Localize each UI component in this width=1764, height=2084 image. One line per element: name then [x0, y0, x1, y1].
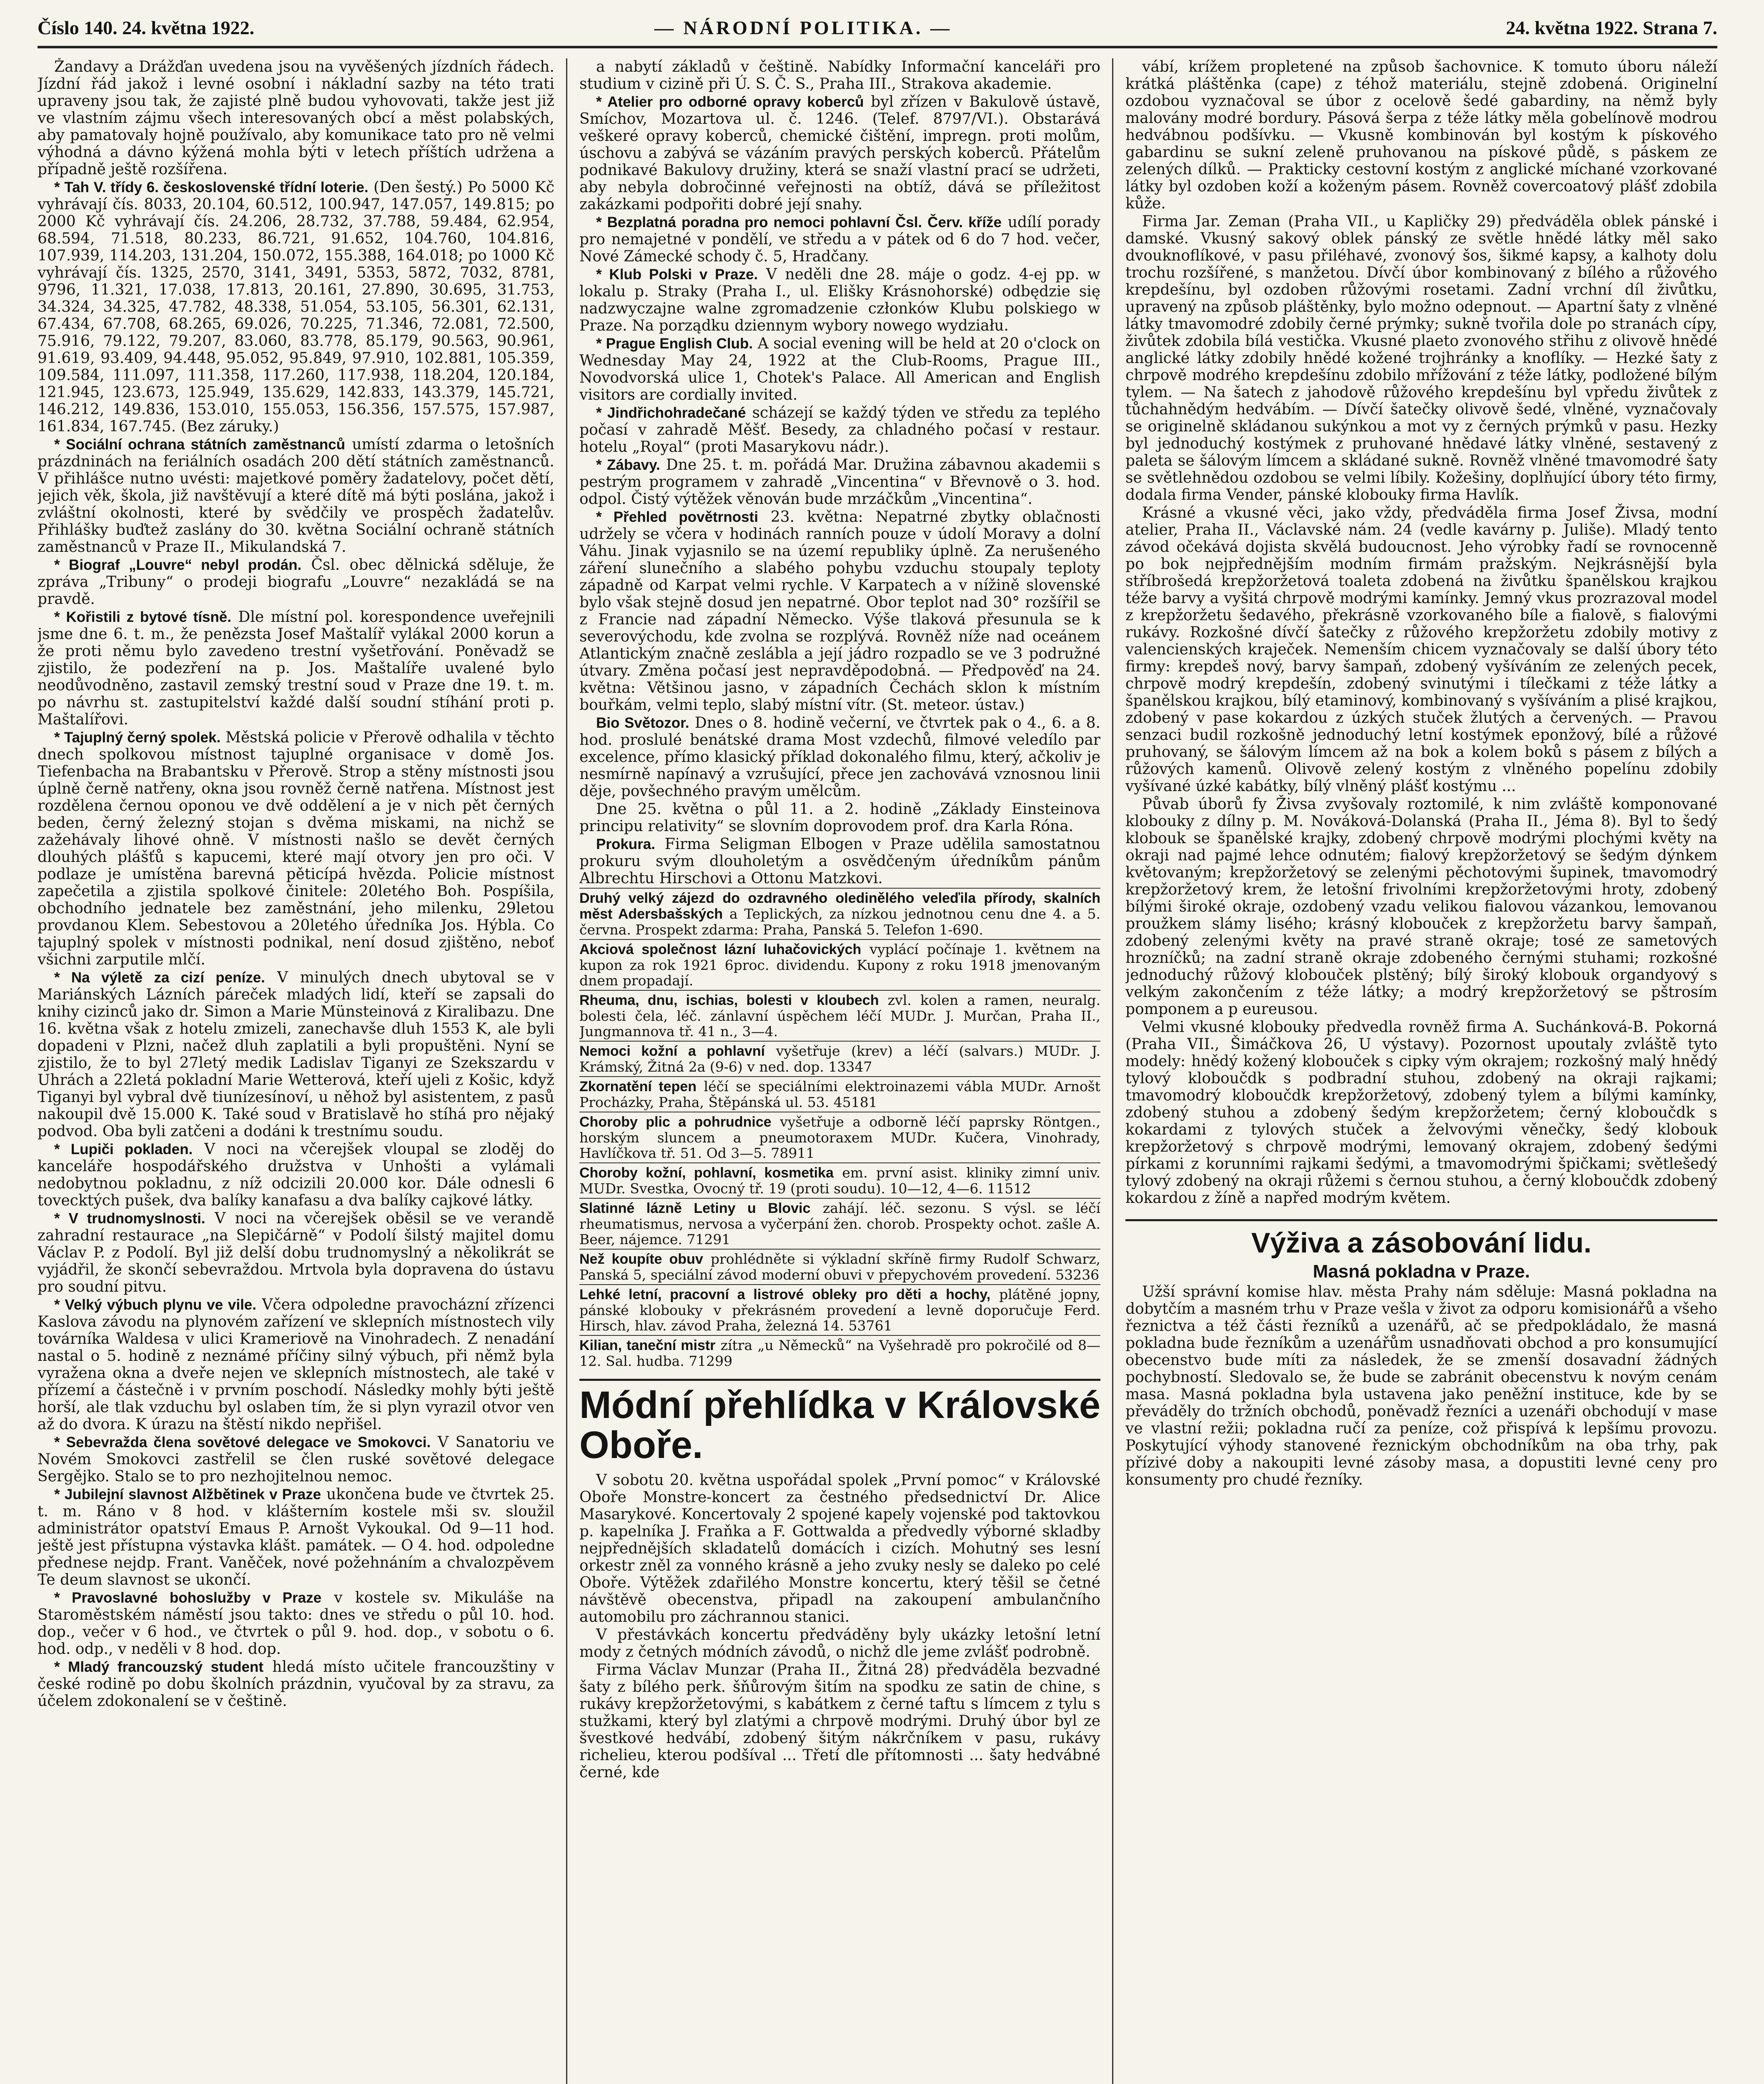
classified-ad	[579, 1249, 1100, 1284]
item-heading: Bio Světozor.	[596, 715, 689, 731]
news-item	[579, 58, 1100, 93]
item-text: V neděli dne 28. máje o godz. 4-ej pp. w lokalu p. Straky (Praha I., ul. Elišky Krásnohorské) odbędzie się nadzwyczajne walne zgromadzenie członków Klubu polskiego w Praze. Na porządku dziennym wybory nowego wydziału.	[579, 266, 1100, 334]
news-item	[38, 1210, 554, 1295]
item-text: V přestávkách koncertu předváděny byly ukázky letošní letní mody z četných módních závodů, o nichž dle jeme zvlášť podrobně.	[579, 1626, 1100, 1661]
item-heading: Druhý velký zájezd do ozdravného oledinělého veleďila přírody, skalních měst Adersbašských	[579, 890, 1100, 922]
item-text: V Sanatoriu ve Novém Smokovci zastřelil se člen ruské sovětové delegace Sergějko. Stalo se to pro nezhojitelnou nemoc.	[38, 1434, 554, 1485]
newspaper-page	[38, 17, 1717, 2084]
item-heading: * Jubilejní slavnost Alžbětinek v Praze	[54, 1486, 321, 1503]
item-text: zvl. kolen a ramen, neuralg. bolesti čela, léč. zánlavní úspěchem léčí MUDr. J. Murčan, Praha II., Jungmannova tř. 41 n., 3—4.	[579, 992, 1100, 1039]
item-text: V sobotu 20. května uspořádal spolek „První pomoc“ v Královské Oboře Monstre-koncert za čestného předsednictví Dr. Alice Masarykové. Koncertovaly 2 spojené kapely vojenské pod taktovkou p. kapelníka J. Fraňka a F. Gottwalda a předvedly výborné skladby nejpřednějších skladatelů domácích i cizích. Mohutný ses lesní orkestr zněl za vonného krásně a jeho zvuky nesly se daleko po celé Oboře. Výtěžek zdařilého Monstre koncertu, který těšil se četné návštěvě obecenstva, připadl na zakoupení ambulančního automobilu pro záchrannou stanici.	[579, 1472, 1100, 1626]
classified-ad	[579, 1076, 1100, 1112]
classified-ad	[579, 1198, 1100, 1249]
item-text: a nabytí základů v češtině. Nabídky Informační kanceláři pro studium v cizině při Ú. S. Č. S., Praha III., Strakova akademie.	[579, 58, 1100, 93]
item-text: Dle místní pol. korespondence uveřejnili jsme dne 6. t. m., že penězsta Josef Maštalíř vylákal 2000 korun a že proti němu bylo zavedeno trestní vyšetřování. Poněvadž se zjistilo, že podezření na p. Jos. Maštalíře uvalené bylo neodůvodněno, zastavil zemský trestní soud v Praze dne 19. t. m. po návrhu st. zastupitelství každé další soudní stíhání proti p. Maštalířovi.	[38, 609, 554, 728]
item-text: em. první asist. kliniky zimní univ. MUDr. Svestka, Ovocný tř. 19 (proti soudu). 10—12, 4—6. 11512	[579, 1165, 1100, 1197]
news-item	[579, 266, 1100, 334]
item-heading: Choroby kožní, pohlavní, kosmetika	[579, 1165, 834, 1181]
item-heading: * Zábavy.	[596, 457, 660, 473]
classified-ad	[579, 939, 1100, 990]
news-item	[38, 1141, 554, 1209]
column-divider	[1112, 58, 1113, 2084]
news-item	[38, 1296, 554, 1433]
news-item	[38, 556, 554, 608]
item-heading: * Sociální ochrana státních zaměstnanců	[54, 436, 346, 453]
news-item	[1125, 1283, 1717, 1488]
item-heading: * Bezplatná poradna pro nemoci pohlavní Čsl. Červ. kříže	[596, 214, 1002, 230]
news-item	[38, 1486, 554, 1588]
item-heading: Kilian, taneční mistr	[579, 1338, 716, 1353]
news-item	[38, 179, 554, 435]
news-item	[38, 1434, 554, 1485]
classified-ad	[579, 1284, 1100, 1335]
news-item	[1125, 213, 1717, 503]
item-heading: * Prague English Club.	[596, 336, 753, 352]
item-heading: Zkornatění tepen	[579, 1079, 697, 1095]
news-item	[579, 836, 1100, 887]
item-heading: * Kořistili z bytové tísně.	[54, 609, 231, 625]
item-text: léčí se speciálními elektroinazemi vábla MUDr. Arnošt Procházky, Praha, Štěpánská ul. 53. 45181	[579, 1078, 1100, 1110]
news-item	[579, 1472, 1100, 1626]
item-heading: * Biograf „Louvre“ nebyl prodán.	[54, 557, 302, 573]
section-subheadline: Masná pokladna v Praze.	[1313, 1261, 1530, 1282]
classified-ad	[579, 1335, 1100, 1370]
item-text: Čsl. obec dělnická sděluje, že zpráva „Tribuny“ o prodeji biografu „Louvre“ nezakládá se na pravdě.	[38, 556, 554, 608]
item-text: Firma Seligman Elbogen v Praze udělila samostatnou prokuru svým dlouholetým a osvědčeným úředníkům pánům Albrechtu Hirschovi a Ottonu Matzkovi.	[579, 836, 1100, 887]
news-item	[579, 404, 1100, 456]
item-heading: * Velký výbuch plynu ve vile.	[54, 1297, 256, 1313]
item-text: ukončena bude ve čtvrtek 25. t. m. Ráno v 8 hod. v klášterním kostele mši sv. sloužil administrátor opatství Emaus P. Arnošt Vykoukal. Od 9—11 hod. ještě jest přístupna výstavka klášt. památek. — O 4. hod. odpoledne přednese nejdp. Frant. Vaněček, nové požehnáním a chvalozpěvem Te deum slavnost se ukončí.	[38, 1486, 554, 1588]
item-text: Půvab úborů fy Živsa zvyšovaly roztomilé, k nim zvláště komponované klobouky z dílny p. M. Nováková-Dolanská (Praha II., Jéma 8). Byl to šedý klobouk se španělské krajky, zdobený chrpově modrými plochými květy na okraji nad pajmé lehce odnutém; fialový krepžoržetový se šedým dýnkem květovaným; krepžoržetový se zelenými pěchotovými šupinek, tmavomodrý krepžoržetový krem, že letošní frivolními krepžoržetovými hroty, zdobený bílými široké okraje, ozdobený vzadu velikou fialovou vázankou, lemovanou proužkem slámy lisého; krásný klobouček z krepžoržetu barvy šampaň, zdobený zelenými květy na pravé straně okraje; tosé ze sametových hrozníčků; na zadní straně okraje zdobeného černými stuhami; rozkošné jednoduchý růžový klobouček plstěný; bílý široký klobouk organdyový s velkým zakončením z téže látky; a modrý krepžoržetový se pštrosím pomponem a p eureusou.	[1125, 796, 1717, 1018]
item-heading: Slatinné lázně Letiny u Blovic	[579, 1200, 811, 1216]
column-3	[1125, 58, 1717, 2084]
news-item	[1125, 504, 1717, 795]
item-text: scházejí se každý týden ve středu za teplého počasí v zahradě Měšť. Besedy, za chladného počasí v restaur. hotelu „Royal“ (proti Masarykovu nádr.).	[579, 404, 1100, 456]
news-item	[38, 969, 554, 1140]
item-heading: * Lupiči pokladen.	[54, 1141, 193, 1157]
news-item	[38, 729, 554, 968]
news-item	[579, 801, 1100, 835]
item-text: a Teplických, za nízkou jednotnou cenu dne 4. a 5. června. Prospekt zdarma: Praha, Panská 5. Telefon 1-690.	[579, 906, 1100, 938]
news-item	[579, 214, 1100, 265]
item-text: 23. května: Nepatrné zbytky oblačnosti udržely se včera v hodinách ranních pouze v údolí Moravy a dolní Váhu. Jinak vyjasnilo se na území republiky úplně. Za nerušeného záření slunečního a slabého pohybu vzduchu stoupaly teploty západně od Karpat velmi rychle. V Karpatech a v nížině slovenské bylo však stejně dosud jen nepatrné. Obor teplot nad 30° rozšířil se z Francie nad západní Německo. Výše tlaková přesunula se k severovýchodu, kde zvolna se rozplývá. Rovněž níže nad oceánem Atlantickým značně zeslábla a její jádro rozpadlo se ve 3 podružné útvary. Změna počasí jest nepravděpodobná. — Předpověď na 24. května: Většinou jasno, v západních Čechách sklon k místním bouřkám, velmi teplo, slabý místní vítr. (St. meteor. ústav.)	[579, 508, 1100, 714]
news-item	[579, 714, 1100, 800]
item-text: hledá místo učitele francouzštiny v české rodině po dobu školních prázdnin, vyučoval by za stravu, za účelem zdokonalení se v češtině.	[38, 1658, 554, 1710]
item-text: (Den šestý.) Po 5000 Kč vyhrávají čís. 8033, 20.104, 60.512, 100.947, 147.057, 149.815; po 2000 Kč vyhrávají čís. 24.206, 28.732, 37.788, 59.484, 62.954, 68.594, 71.518, 80.233, 86.721, 91.652, 104.760, 104.816, 107.939, 114.203, 131.204, 150.072, 155.388, 164.018; po 1000 Kč vyhrávají čís. 1325, 2570, 3141, 3491, 5353, 5872, 7032, 8781, 9796, 11.321, 17.038, 17.813, 20.161, 27.890, 30.695, 31.753, 34.324, 34.325, 47.782, 48.338, 51.054, 53.105, 56.301, 62.131, 67.434, 67.708, 68.265, 69.026, 70.225, 71.346, 72.081, 72.500, 75.916, 79.122, 79.207, 83.060, 83.778, 85.179, 90.563, 90.961, 91.619, 93.409, 94.448, 95.052, 95.849, 97.910, 102.881, 105.359, 109.584, 111.097, 111.358, 117.260, 117.938, 118.204, 120.184, 121.945, 123.673, 125.949, 135.629, 142.833, 143.379, 145.721, 146.212, 149.836, 153.010, 155.053, 156.356, 157.575, 157.987, 161.834, 167.745. (Bez záruky.)	[38, 179, 554, 435]
item-heading: * Jindřichohradečané	[596, 405, 746, 421]
item-text: Velmi vkusné klobouky předvedla rovněž firma A. Suchánková-B. Pokorná (Praha VII., Šimáčkova 26, U výstavy). Pozornost upoutaly zvláště tyto modely: hnědý kožený klobouček s cipky vým okrajem; rozkošný malý hnědý tylový kloboučdk s podbradní stuhou, zdobený na okraji rajkami; tmavomodrý kloboučdk krepžoržetový, zdobený tylem a bílými kamínky, zdobený stuhou a zdobený šedým krepžoržetem; černý kloboučdk s kokardami z tylových stuček a želvovými věnečky, šedý klobouk krepžoržetový s chrpově modrými, lemovaný okrajem, zdobený šedými pírkami z korunními rajkami šedými, a tmavomodrými špičkami; světlešedý tylový zdobený na okraji růžemi s černou stuhou, a černý kloboučdk zdobený kokardou z žíně a napřed modrým květem.	[1125, 1019, 1717, 1207]
item-heading: * V trudnomyslnosti.	[54, 1210, 205, 1227]
item-text: Městská policie v Přerově odhalila v těchto dnech spolkovou místnost tajuplné organisace v domě Jos. Tiefenbacha na Brabantsku v Přerově. Strop a stěny místnosti jsou úplně černě natřeny, okna jsou rovněž černě natřena. Místnost jest rozdělena černou oponou ve dvě oddělení a je v nich pět černých beden, černý železný stojan s dvěma miskami, na nichž se zažehávaly lihové ohně. V místnosti našlo se devět černých dlouhých plášťů s kapucemi, které mají otvory jen pro oči. V podlaze je umístěna barevná pěticípá hvězda. Policie místnost zapečetila a zjistila spolkové činitele: 20letého Boh. Pospíšila, obchodního jednatele bez zaměstnání, jeho milenku, 29letou provdanou Klem. Sebestovou a 20letého úředníka Jos. Hýbla. Co tajuplný spolek v místnosti podnikal, není dosud zjištěno, neboť všichni zarputile mlčí.	[38, 729, 554, 968]
news-item	[38, 436, 554, 556]
item-text: V minulých dnech ubytoval se v Mariánských Lázních páreček mladých lidí, kteří se zapsali do knihy cizinců jako dr. Simon a Marie Münsteinová z Kiralibazu. Dne 16. května však z hotelu zmizeli, zanechavše dluh 1553 K, ale byli dopadeni v Plzni, načež dluh zaplatili a byli propuštěni. Nyní se zjistilo, že to byl 27letý medik Ladislav Tiganyi ze Szekszardu v Uhrách a 22letá pokladní Marie Wetterová, kteří ujeli z Košic, když Tiganyi byl vybral dvě tiunízesínoví, u něhož byl asistentem, z pasů nakoupil dvě 15.000 K. Také soud v Bratislavě ho stíhá pro nějaký podvod. Oba byli zatčeni a dodáni k trestnímu soudu.	[38, 969, 554, 1140]
classified-ad	[579, 990, 1100, 1041]
section-headline: Výživa a zásobování lidu.	[1125, 1219, 1717, 1259]
news-item	[579, 508, 1100, 714]
item-heading: * Tah V. třídy 6. československé třídní loterie.	[54, 179, 368, 195]
item-heading: * Mladý francouzský student	[54, 1659, 264, 1675]
item-text: V noci na včerejšek oběsil se ve verandě zahradní restaurace „na Slepičárně“ v Podolí šilstý majitel domu Václav P. z Podolí. Byl již delší dobu trudnomyslný a několikrát se vyjádřil, že skončí sebevraždou. Mrtvola byla dopravena do ústavu pro soudní pitvu.	[38, 1210, 554, 1295]
item-heading: Choroby plic a pohrudnice	[579, 1114, 772, 1130]
item-text: plátěné jopny, pánské klobouky v překrásném provedení a levně doporučuje Ferd. Hirsch, hlav. závod Praha, železná 14. 53761	[579, 1286, 1100, 1334]
item-text: vábí, krížem propletené na způsob šachovnice. K tomuto úboru náleží krátká pláštěnka (cape) z téhož materiálu, stejně zdobená. Originelní ozdobou vyznačoval se úbor z ocelově šedé gabardiny, na němž byly malovány modré bordury. Pásová šerpa z téže látky měla gobelínově modrou hedvábnou podšívku. — Vkusně kombinován byl kostým k pískového gabardinu se sukní zeleně pruhovanou na pískové půdě, s páskem ze zelených dílků. — Prakticky cestovní kostým z anglické míchané vzorkované látky byl ozdoben koží a koženým pásem. Rovněž covercoatový plášť zdobila kůže.	[1125, 58, 1717, 212]
item-heading: Než koupíte obuv	[579, 1251, 703, 1267]
news-item	[1125, 58, 1717, 212]
news-item	[579, 456, 1100, 508]
item-text: Žandavy a Drážďan uvedena jsou na vyvěšených jízdních řádech. Jízdní řád jakož i levné osobní i nákladní sazby na této trati upraveny jsou tak, že zajisté plně budou vyhovovati, takže jest již ve vlastním zájmu všech interesovaných obcí a měst polabských, aby pamatovaly hojně používalo, aby komunikace tato pro ně velmi výhodná a dávno kýžená mohla býti v letech příštích udržena a případně ještě rozšířena.	[38, 58, 554, 178]
item-text: Firma Václav Munzar (Praha II., Žitná 28) předváděla bezvadné šaty z bílého perk. šňůrovým šitím na spodku ze satin de chine, s rukávy krepžoržetovými, s kabátkem z černé taftu s límcem z tylu s stužkami, který byl zlatými a chrpově modrými. Druhý úbor byl ze švestkové hedvábí, zdobený šitým nákrčníkem v pasu, rukávy richelieu, kterou podšíval ... Třetí dle přítomnosti ... šaty hedvábné černé, kde	[579, 1661, 1100, 1781]
news-item	[1125, 1019, 1717, 1207]
news-item	[579, 1626, 1100, 1661]
item-text: vyplácí počínaje 1. květnem na kupon za rok 1921 6proc. dividendu. Kupony z roku 1918 jmenovaným dnem propadají.	[579, 941, 1100, 989]
item-heading: Akciová společnost lázní luhačovických	[579, 942, 862, 957]
classified-ad	[579, 888, 1100, 939]
item-heading: * Přehled povětrnosti	[596, 509, 758, 525]
column-2	[579, 58, 1100, 2084]
item-text: udílí porady pro nemajetné v pondělí, ve středu a v pátek od 6 do 7 hod. večer, Nové Zámecké schody č. 5, Hradčany.	[579, 214, 1100, 265]
news-item	[38, 1658, 554, 1710]
item-text: byl zřízen v Bakulově ústavě, Smíchov, Mozartova ul. č. 1246. (Telef. 8797/VI.). Obstarává veškeré opravy koberců, chemické čištění, impregn. proti molům, úschovu a zabývá se vázáním pravých perských koberců. Přátelům podnikavé Bakulovy družiny, která se snaží vlastní prací se udržeti, aby nebyla dobročinné veřejnosti na obtíž, dává se příležitost zakázkami podpořiti dobré její snahy.	[579, 93, 1100, 213]
news-item	[1125, 796, 1717, 1018]
issue-date-page: 24. května 1922. Strana 7.	[1506, 17, 1717, 38]
item-heading: Prokura.	[596, 836, 655, 852]
item-text: Dnes o 8. hodině večerní, ve čtvrtek pak o 4., 6. a 8. hod. proslulé benátské drama Most vzdechů, filmové veledílo par excelence, přímo klasický příklad dokonalého filmu, který, ačkoliv je nesmírně napínavý a vzrušující, přece jen zachovává vznosnou linii děje, povšechného pravým umělcům.	[579, 714, 1100, 800]
item-heading: Rheuma, dnu, ischias, bolesti v kloubech	[579, 992, 879, 1008]
news-item	[38, 1589, 554, 1658]
masthead-title: — NÁRODNÍ POLITIKA. —	[654, 17, 952, 38]
classified-ad	[579, 1162, 1100, 1198]
news-item	[579, 335, 1100, 403]
item-text: Užší správní komise hlav. města Prahy nám sděluje: Masná pokladna na dobytčím a masném trhu v Praze vešla v život za odporu komisionářů a všeho řeznictva a též části řezníků a uzenářů, ač se předpokládalo, že masná pokladna bude řezníkům a uzenářům usnadňovati obchod a pro konsumující obecenstvo bude míti za následek, že se zmenší dosavadní žádných pochybností. Sledovalo se, že bude se zabránit obecenstvu k novým cenám masa. Masná pokladna byla ustavena jako peněžní instituce, kde by se převáděly do tržních obchodů, poněvadž řezníci a uzenáři obchodují v mase ve vlastní režii; pokladna ručí za peníze, což přispívá k lepšímu provozu. Poskytující výhody stanovené řeznickým obchodníkům na oba trhy, pak přízivé doby a nakoupiti levné zásoby masa, a dopustiti levné ceny pro konsumenty pro chudé řezníky.	[1125, 1283, 1717, 1488]
news-item	[579, 93, 1100, 213]
item-text: Dne 25. t. m. pořádá Mar. Družina zábavnou akademii s pestrým programem v zahradě „Vincentina“ v Břevnově o 3. hod. odpol. Čistý výtěžek věnován bude mrzáčkům „Vincentina“.	[579, 456, 1100, 508]
item-text: prohlédněte si výkladní skříně firmy Rudolf Schwarz, Panská 5, speciální závod moderní obuvi v přepychovém provedení. 53236	[579, 1251, 1100, 1283]
item-heading: Nemoci kožní a pohlavní	[579, 1043, 765, 1059]
item-text: zítra „u Německů“ na Vyšehradě pro pokročilé od 8—12. Sal. hudba. 71299	[579, 1337, 1100, 1369]
item-heading: * Tajuplný černý spolek.	[54, 729, 221, 746]
item-heading: * Klub Polski v Praze.	[596, 266, 758, 283]
classified-ad	[579, 1041, 1100, 1076]
item-text: zahájí. léč. sezonu. S výsl. se léčí rheumatismus, nervosa a vyčerpání žen. chorob. Prospekty ochot. zašle A. Beer, nájemce. 71291	[579, 1200, 1100, 1247]
item-text: Firma Jar. Zeman (Praha VII., u Kapličky 29) předváděla oblek pánské i damské. Vkusný sakový oblek pánský ze světle hnědé látky měl sako dvouknoflíkové, v pasu přiléhavé, zvonový šos, šikmé kapsy, a kalhoty dolu trochu rozšířené, s manžetou. Dívčí úbor kombinovaný z bílého a růžového krepdešínu, byl ozdoben růžovými rosetami. Zadní vrchní díl živůtku, upravený na způsob pláštěnky, bylo možno odepnout. — Apartní šaty z vlněné látky tmavomodré zdobily černé prýmky; sukně tvořila dole po stranách cípy, živůtek zdobila bílá vestička. Vkusné plaeto zvonového střihu z olivově hnědé anglické látky zdobily hnědé kožené trojhránky a knoflíky. — Hezké šaty z chrpově modrého krepdešínu zdobilo mřížování z téže látky, podložené bílým tylem. — Na šatech z jahodově růžového krepdešínu byl vpředu živůtek z tůchahnědým hedvábím. — Dívčí šatečky olivově šedé, vlněné, vyznačovaly se originelně skládanou sukýnkou a mot vy z černých prýmků v pasu. Hezky byl jednoduchý kostýmek z pruhované hnědavé látky vlněné, sestavený z paleta se šálovým límcem a skládané sukně. Rovněž vlněné tmavomodré šaty se světlehnědou ozdobou se velmi líbily. Kožešiny, doplňující úbory této firmy, dodala firma Vender, pánské klobouky firma Havlík.	[1125, 213, 1717, 503]
item-heading: * Sebevražda člena sovětové delegace ve Smokovci.	[54, 1434, 431, 1450]
news-item	[38, 609, 554, 728]
item-heading: Lehké letní, pracovní a listrové oblekу pro děti a hochy,	[579, 1287, 991, 1302]
item-text: v kostele sv. Mikuláše na Staroměstském náměstí jsou takto: dnes ve středu o půl 10. hod. dop., večer v 6 hod., ve čtvrtek o půl 9. hod. dop., v sobotu o 6. hod. odp., v neděli v 8 hod. dop.	[38, 1589, 554, 1658]
news-item	[579, 1661, 1100, 1781]
item-heading: * Pravoslavné bohoslužby v Praze	[54, 1590, 322, 1606]
item-text: V noci na včerejšek vloupal se zloděj do kanceláře hospodářského družstva v Unhošti a vylámali nedobytnou pokladnu, z níž odcizili 20.000 kor. Dále odnesli 6 tovecktých pušek, dva balíky kanafasu a dva balíky cajkové látky.	[38, 1141, 554, 1209]
section-headline: Módní přehlídka v Královské Oboře.	[579, 1379, 1100, 1465]
item-text: umístí zdarma o letošních prázdninách na feriálních osadách 200 dětí státních zaměstnanců. V přihlášce nutno uvésti: majetkové poměry žadatelovy, počet dětí, jejich věk, škola, již navštěvují a které dítě má býti poslána, jakož i zvláštní okolnosti, které by svědčily ve prospěch žadatelův. Přihlášky buďtež zaslány do 30. května Sociální ochraně státních zaměstnanců v Praze II., Mikulandská 7.	[38, 436, 554, 556]
item-heading: * Atelier pro odborné opravy koberců	[596, 94, 864, 110]
item-text: vyšetřuje (krev) a léčí (salvars.) MUDr. J. Krámský, Žitná 2a (9-6) v ned. dop. 13347	[579, 1043, 1100, 1075]
column-divider	[566, 58, 567, 2084]
news-item	[38, 58, 554, 178]
issue-date-left: Číslo 140. 24. května 1922.	[38, 17, 255, 38]
running-head	[38, 17, 1717, 48]
item-text: Dne 25. května o půl 11. a 2. hodině „Základy Einsteinova principu relativity“ se slovním doprovodem prof. dra Karla Róna.	[579, 801, 1100, 835]
column-1	[38, 58, 554, 2084]
item-heading: * Na výletě za cizí peníze.	[54, 969, 265, 986]
classified-ad	[579, 1112, 1100, 1162]
item-text: vyšetřuje a odborně léčí paprsky Röntgen., horským sluncem a pneumotoraxem MUDr. Kučera, Vinohrady, Havlíčkova tř. 51. Od 3—5. 78911	[579, 1114, 1100, 1161]
item-text: Krásné a vkusné věci, jako vždy, předváděla firma Josef Živsa, modní atelier, Praha II., Václavské nám. 24 (vedle kavárny p. Juliše). Mladý tento závod očekává dojista skvělá budoucnost. Jeho výrobky řadí se rovnocenně po bok nejpřednějším modním firmám pražským. Nejkrásnější byla stříbrošedá krepžoržetová toaleta zdobená na živůtku španělskou krajkou téže barvy a vyšitá chrpově modrými kamínky. Jemný vkus prozrazoval model z krepžoržetu šedavého, překrásně vzorkovaného bíle a fialově, s fialovými rukávy. Rozkošné dívčí šatečky z růžového krepžoržetu zdobily motivy z valencienských kraječek. Nemenším chicem vyznačovaly se další úbory této firmy: krepdeš nový, barvy šampaň, zdobený vyšíváním ze zelených pecek, chrpově modrý krepdešín, zdobený svinutými i tílečkami z téže látky a španělskou krajkou, bílý etaminový, kombinovaný s vyšíváním a plisé krajkou, zdobený v pase kokardou z úzkých stuček žlutých a červených. — Pravou senzaci budil rozkošně jednoduchý letní kostýmek eponžový, bílé a růžové pruhovaný, se šálovým límcem až na bok a kolem boků s pásem z bílých a růžových kamenů. Olivově zelený kostým z vlněného popelínu zdobily vyšívané úzké kabátky, bílý vlněný plášť kostýmu ...	[1125, 504, 1717, 795]
item-text: A social evening will be held at 20 o'clock on Wednesday May 24, 1922 at the Club-Rooms, Prague III., Novodvorská ulice 1, Chotek's Palace. All American and English visitors are cordially invited.	[579, 335, 1100, 403]
item-text: Včera odpoledne pravocházní zřízenci Kaslova závodu na plynovém zařízení ve sklepních místnostech vily továrníka Waldesa v ulici Krameriově na Vinohradech. Z nenadání nastal o 5. hodině z neznámé příčiny silný výbuch, při němž byla vyražena okna a dveře nejen ve sklepních místnostech, ale také v přízemí a částečně i v prvním poschodí. Následky mohly býti ještě horší, ale tlak vzduchu byl oslaben tím, že si plyn vyrazil otvor ven až do dvora. K úrazu na štěstí nikdo nepřišel.	[38, 1296, 554, 1433]
